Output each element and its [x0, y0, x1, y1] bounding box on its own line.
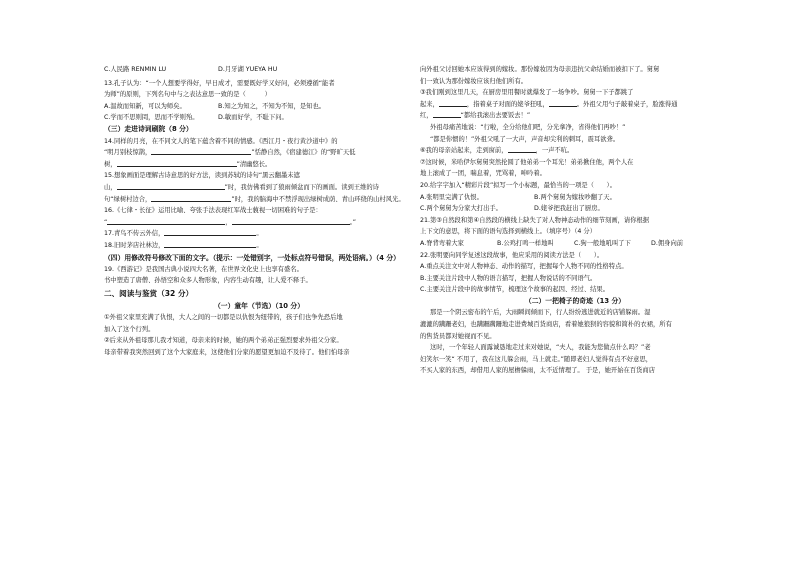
q15-text-c: 句“绿树村边合， — [104, 195, 152, 203]
q13-options-ab — [104, 101, 414, 113]
q15-line-3 — [104, 194, 414, 206]
passage2-p2-line-1: 这时，一个年轻人面露诚恳地走过来对她说，“夫人，我能为您做点什么吗？”老 — [430, 344, 651, 352]
q20-option-c: C.两个舅舅为分家大打出手。 — [420, 205, 502, 213]
q16-blank-1[interactable] — [107, 217, 225, 225]
q16-line-2 — [104, 217, 414, 229]
q22-stem: 22.张明要向同学复述这段故事，他应采用的阅读方法是（ ）。 — [420, 251, 604, 259]
q19-line-1: 19.《西游记》是我国古典小说四大名著，在世界文化史上也享有盛名。 — [104, 265, 303, 273]
passage1-title: （一）童年（节选）（10 分） — [214, 301, 304, 310]
q20-option-b: B.两个舅舅为嫁妆吵翻了天。 — [534, 193, 616, 201]
p3-blank-3[interactable] — [433, 110, 461, 118]
q14-blank-2[interactable] — [117, 159, 237, 167]
passage1-cont-line-2: 们一致认为那份嫁妆应该归他们所有。 — [420, 77, 528, 85]
passage1-p3-line-3 — [420, 110, 730, 122]
p3-blank-2[interactable] — [549, 99, 577, 107]
q14-text-c: 树， — [104, 160, 117, 168]
p6-blank[interactable] — [508, 145, 536, 153]
q16-quote-close: 。” — [349, 218, 356, 226]
passage1-p4: 外祖母痛苦地说：“行啦，全分给他们吧，分光拿净，省得他们再吵！” — [430, 123, 626, 131]
q15-text-a: 山， — [104, 183, 117, 191]
q12-option-c: C.人民路 RENMIN LU — [104, 66, 167, 73]
q16-comma: ， — [225, 218, 232, 226]
q18-line: 18.旧时茅店社林边， 。 — [104, 241, 263, 249]
q21-line-2: 上下文的意思，将下面的语句选择到横线上。（填序号）（4 分） — [420, 228, 597, 236]
passage1-p7-line-2: 地上滚成了一团，喘息着，咒骂着，呻吟着。 — [420, 170, 546, 178]
q21-option-c: C.狗一般地吼叫了下 — [574, 239, 631, 247]
q13-options-cd — [104, 112, 414, 124]
q14-line-2 — [104, 147, 414, 159]
q13-option-b: B.知之为知之，不知为不知，是知也。 — [218, 102, 326, 110]
q18-blank[interactable] — [164, 240, 256, 248]
q20-options-cd — [420, 203, 730, 215]
q20-option-a: A.张明里完满了仇恨。 — [420, 193, 483, 201]
passage2-p1-line-3: 的售货员都对她视而不见。 — [420, 332, 496, 340]
q22-option-b: B.主要关注片段中人物的语言描写，把握人物说话的不同语气。 — [420, 274, 597, 282]
passage1-p1-line-1: ①外祖父家里充满了仇恨，大人之间的一切都是以仇恨为纽带的，孩子们也争先恐后地 — [104, 314, 343, 322]
p3-text-d: 红， — [420, 112, 433, 120]
q22-option-c: C.主要关注片段中的故事情节，梳理这个故事的起因、经过、结果。 — [420, 286, 610, 294]
q13-option-d: D.敏而好学，不耻下问。 — [218, 114, 288, 122]
p3-text-b: ，指着桌子对面的姥爷狂吼， — [466, 100, 549, 108]
q13-stem-2: 为师”的原则，下列名句中与之表达意思一致的是（ ） — [104, 91, 271, 99]
passage2-p2-line-3: 不买人家的东西，却借用人家的屋檐躲雨，太不近情理了。 于是，她开始在百货商店 — [420, 367, 655, 375]
p3-text-a: 起来， — [420, 100, 439, 108]
passage2-p2-line-2: 妇笑尔一笑“ 不用了，我在这儿躲会雨，马上就走。”随即老妇人觉得有点不好意思， — [420, 355, 653, 363]
q21-option-a: A.脊背弯着大家 — [420, 239, 464, 247]
passage1-p7-line-1: ⑦这时候，米哈伊尔舅舅突然抡圆了他弟弟一个耳光！弟弟揪住他，两个人在 — [420, 158, 634, 166]
q16-line-1: 16.《七律・长征》运用比喻、夸张手法表现红军战士藐视一切困难的句子是： — [104, 207, 322, 215]
q15-line-1: 15.想象画面是理解古诗意思的好方法，读到苏轼的诗句“黑云翻墨未遮 — [104, 172, 300, 180]
passage1-cont-line-1: 向外祖父讨回她本应该得到的嫁妆。那份嫁妆因为母亲违抗父命结婚而被扣下了。舅舅 — [420, 66, 660, 73]
p3-blank-1[interactable] — [439, 99, 467, 107]
passage2-p1-line-1: 那是一个阴云密布的午后，大雨瞬间倾而下，行人纷纷逃进就近的店铺躲雨。湿 — [430, 309, 651, 317]
q13-option-a: A.温故而知新，可以为师矣。 — [104, 102, 186, 110]
section3-title: （三）走进诗词刷院（8 分） — [104, 124, 193, 133]
q14-blank-1[interactable] — [151, 147, 251, 155]
q15-text-b: ”时，我仿佛看到了狼雨倾盆而下的画面。读到王维的诗 — [224, 183, 379, 191]
passage1-p3-line-2 — [420, 99, 730, 111]
passage1-p1-line-2: 加入了这个行列。 — [104, 325, 155, 333]
q15-text-d: ”时，我的脑海中不禁浮现出绿树成荫、青山环绕的山村风光。 — [231, 195, 405, 203]
p6-text-a: ⑥我的母亲站起来，走到窗前， — [420, 147, 508, 155]
q17-text: 17.青鸟不传云外信， — [104, 230, 165, 238]
q18-text: 18.旧时茅店社林边， — [104, 241, 165, 249]
q15-blank-2[interactable] — [151, 194, 231, 202]
passage2-title: （二）一把椅子的奇迹（13 分） — [524, 296, 626, 305]
q13-option-c: C.学而不思则罔，思而不学则殆。 — [104, 114, 199, 122]
p6-text-b: ，一声不吭。 — [535, 147, 574, 155]
q20-options-ab — [420, 192, 730, 204]
q21-line-1: 21.第③自然段和第④自然段的横线上缺失了对人物神态动作的细节刻画，请你根据 — [420, 216, 650, 224]
q13-stem-1: 13.孔子认为：“一个人想要学得好，早日成才，需要既好学又好问，必须遵循“能者 — [104, 79, 335, 87]
q14-line-3 — [104, 159, 414, 171]
passage1-p5: “都是你惯的！”外祖父吼了一大声，声音却尖利的刺耳，震耳欲聋。 — [430, 135, 620, 143]
q21-option-b: B.公鸡打鸣一样地叫 — [497, 239, 554, 247]
part2-title: 二、阅读与鉴赏（32 分） — [104, 288, 194, 298]
q17-line: 17.青鸟不传云外信， 。 — [104, 230, 263, 238]
q17-blank[interactable] — [164, 228, 256, 236]
p3-text-c: 。外祖父用勺子敲着桌子，脸涨得通 — [576, 100, 678, 108]
q15-blank-1[interactable] — [117, 182, 225, 190]
q14-line-1: 14.同样的月亮，在不同文人的笔下蕴含着不同的情感。《西江月・夜行黄沙道中》的 — [104, 137, 338, 145]
q15-line-2 — [104, 182, 414, 194]
passage2-p1-line-2: 漉漉的蹒跚老妇，也蹒跚蹒跚地走进费城百货商店，看着她狼狈的容貌和简朴的衣裙，所有 — [420, 321, 672, 329]
q19-line-2: 书中塑造了唐僧、孙悟空和众多人物形象，内容生动有趣，让人爱不释手。 — [104, 277, 312, 285]
q14-text-a: “明月别枝惊鹊， — [104, 149, 152, 157]
q20-stem: 20.给字字加入“精彩片段”拟写一个小标题，最恰当的一项是（ ）。 — [420, 181, 616, 189]
q20-option-d: D.姥爷把我赶出了厨房。 — [534, 205, 604, 213]
q16-blank-2[interactable] — [232, 217, 350, 225]
q21-option-d: D.佣身向前 — [651, 239, 684, 247]
passage1-p2-line-2: 母亲带着我突然回到了这个大家庭来，这使他们分家的愿望更加迫不及待了。他们怕母亲 — [104, 349, 350, 357]
q22-option-a: A.重点关注文中对人物神态、动作的描写，把握每个人物不同的性格特点。 — [420, 263, 628, 271]
passage1-p2-line-1: ②后来从外祖母那儿我才知道，母亲来的时候，她的两个弟弟正强烈要求外祖父分家。 — [104, 337, 343, 345]
left-column — [104, 64, 414, 359]
p3-text-e: “都给我滚出去要饭去！” — [460, 112, 531, 120]
q12-options — [104, 64, 414, 76]
q14-text-b: ”恬静自然，《宿建德江》的“野旷天低 — [251, 149, 356, 157]
q12-option-d: D.月牙湖 YUEYA HU — [218, 66, 278, 73]
q21-options — [420, 238, 730, 250]
section4-title: （四）用修改符号修改下面的文字。（提示：一处错别字，一处标点符号错误，两处语病。）（4 分） — [104, 253, 400, 262]
passage1-p6 — [420, 145, 730, 157]
passage1-p3-line-1: ③我们刚到这里几天，在厨房里用餐时就爆发了一场争吵。舅舅一下子都跳了 — [420, 89, 634, 97]
q14-text-d: ”清幽悠长。 — [236, 160, 272, 168]
q16-quote-open: “ — [104, 218, 108, 226]
right-column — [420, 64, 730, 377]
